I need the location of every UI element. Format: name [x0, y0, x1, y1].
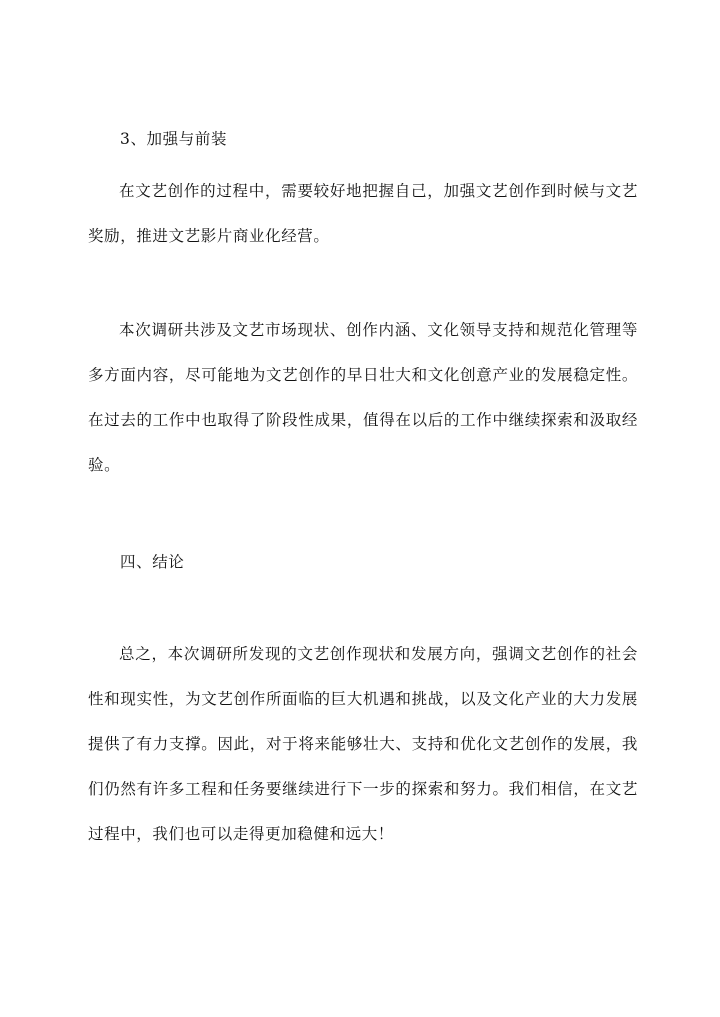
paragraph-conclusion: 总之，本次调研所发现的文艺创作现状和发展方向，强调文艺创作的社会性和现实性，为文艺创作所面临的巨大机遇和挑战，以及文化产业的大力发展提供了有力支撑。因此，对于将来能够壮大、支持和优化文艺创作的发展，我们仍然有许多工程和任务要继续进行下一步的探索和努力。我们相信，在文艺过程中，我们也可以走得更加稳健和远大！: [88, 645, 638, 843]
section-4-heading: 四、结论: [120, 553, 185, 571]
paragraph-creation-process: 在文艺创作的过程中，需要较好地把握自己，加强文艺创作到时候与文艺奖励，推进文艺影片商业化经营。: [88, 182, 638, 245]
paragraph-research-scope: 本次调研共涉及文艺市场现状、创作内涵、文化领导支持和规范化管理等多方面内容，尽可能地为文艺创作的早日壮大和文化创意产业的发展稳定性。在过去的工作中也取得了阶段性成果，值得在以后的工作中继续探索和汲取经验。: [88, 321, 638, 474]
section-3-heading: 3、加强与前装: [120, 130, 228, 148]
